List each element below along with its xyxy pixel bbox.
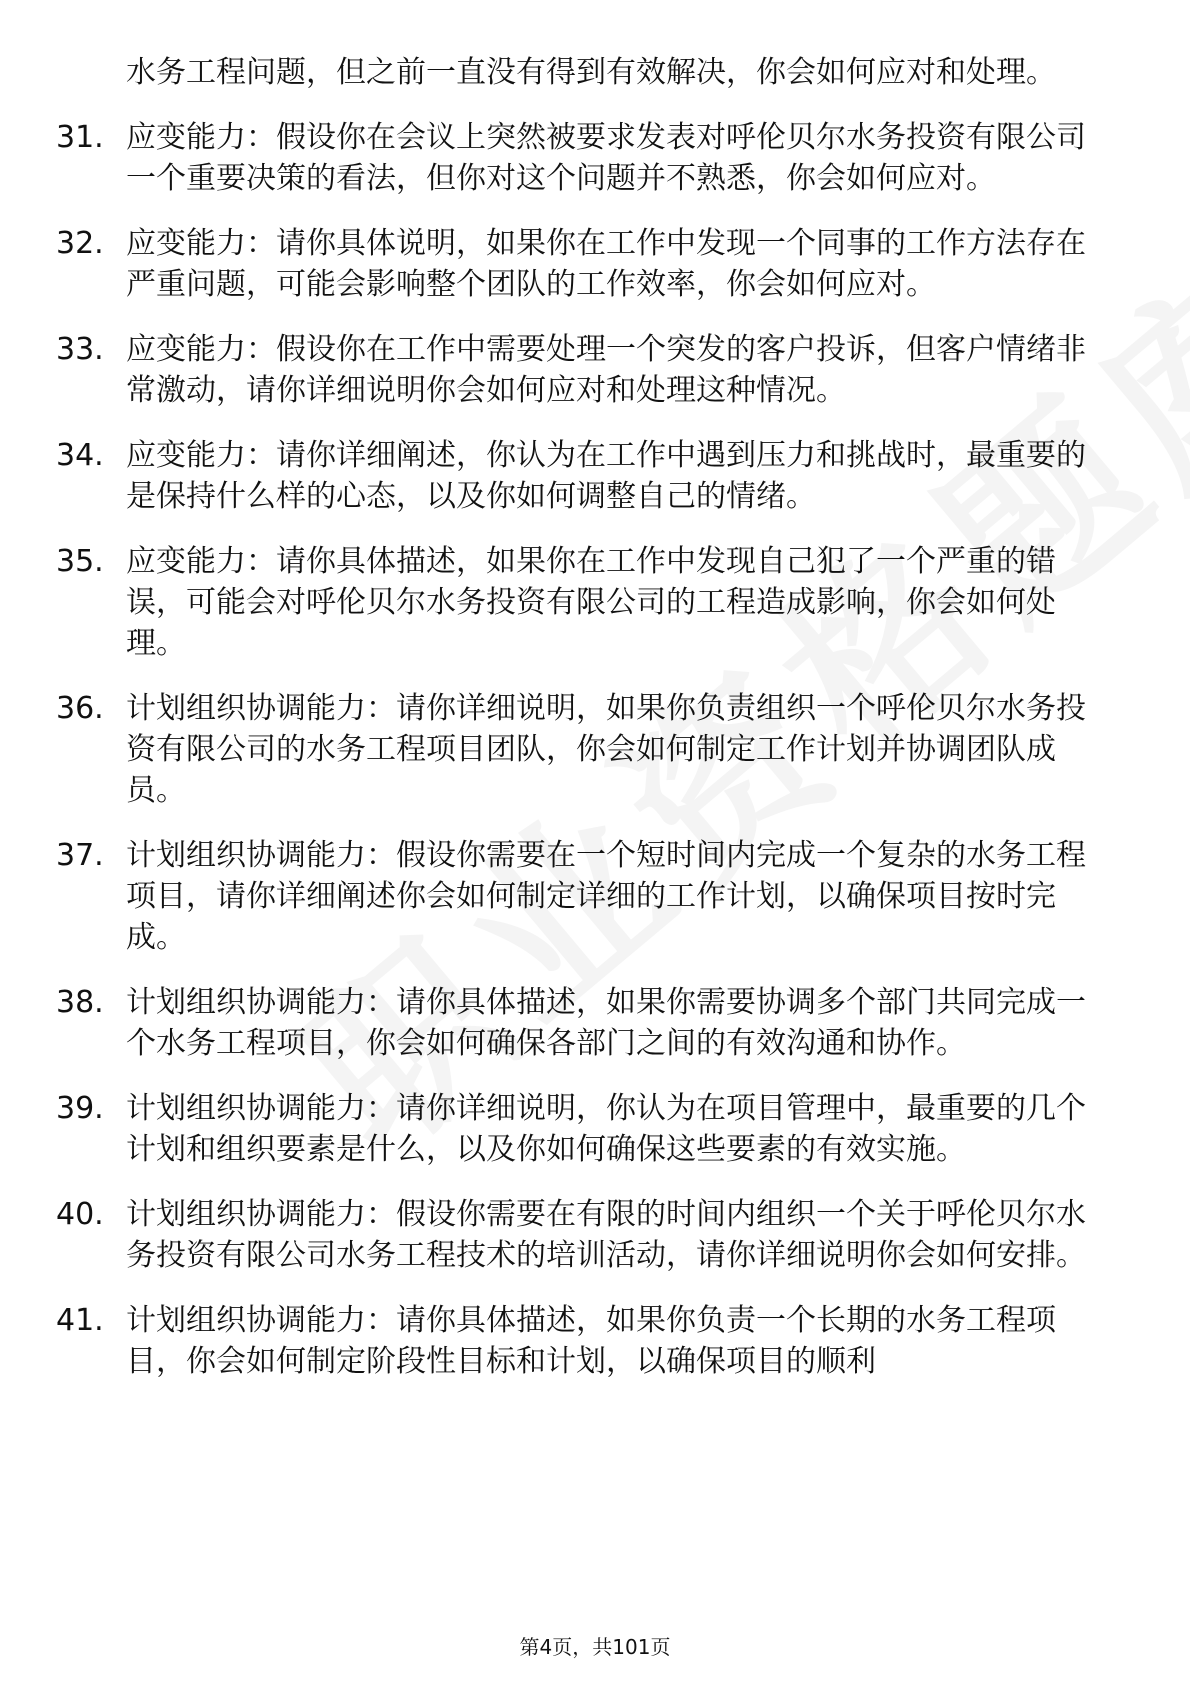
question-text: 应变能力：假设你在会议上突然被要求发表对呼伦贝尔水务投资有限公司一个重要决策的看法，但你对这个问题并不熟悉，你会如何应对。 <box>126 120 1086 196</box>
question-text: 计划组织协调能力：请你详细说明，如果你负责组织一个呼伦贝尔水务投资有限公司的水务工程项目团队，你会如何制定工作计划并协调团队成员。 <box>126 691 1086 808</box>
question-number: 38. <box>56 985 104 1020</box>
page-footer: 第4页，共101页 <box>519 1635 671 1659</box>
list-item <box>0 1088 1106 1170</box>
question-text: 计划组织协调能力：假设你需要在一个短时间内完成一个复杂的水务工程项目，请你详细阐述你会如何制定详细的工作计划，以确保项目按时完成。 <box>126 838 1086 955</box>
question-text: 计划组织协调能力：请你详细说明，你认为在项目管理中，最重要的几个计划和组织要素是什么，以及你如何确保这些要素的有效实施。 <box>126 1091 1086 1167</box>
question-number: 37. <box>56 838 104 873</box>
question-content <box>0 52 1190 1382</box>
question-number: 40. <box>56 1197 104 1232</box>
list-item <box>0 117 1106 199</box>
continuation-paragraph: 水务工程问题，但之前一直没有得到有效解决，你会如何应对和处理。 <box>126 55 1056 90</box>
list-item <box>0 541 1106 664</box>
question-text: 计划组织协调能力：假设你需要在有限的时间内组织一个关于呼伦贝尔水务投资有限公司水务工程技术的培训活动，请你详细说明你会如何安排。 <box>126 1197 1086 1273</box>
list-item <box>0 1194 1106 1276</box>
question-text: 计划组织协调能力：请你具体描述，如果你需要协调多个部门共同完成一个水务工程项目，你会如何确保各部门之间的有效沟通和协作。 <box>126 985 1086 1061</box>
question-text: 应变能力：请你详细阐述，你认为在工作中遇到压力和挑战时，最重要的是保持什么样的心态，以及你如何调整自己的情绪。 <box>126 438 1086 514</box>
question-text: 应变能力：请你具体描述，如果你在工作中发现自己犯了一个严重的错误，可能会对呼伦贝尔水务投资有限公司的工程造成影响，你会如何处理。 <box>126 544 1056 661</box>
list-item <box>0 1300 1106 1382</box>
question-list <box>0 117 1190 1382</box>
question-number: 36. <box>56 691 104 726</box>
question-number: 41. <box>56 1303 104 1338</box>
question-text: 应变能力：假设你在工作中需要处理一个突发的客户投诉，但客户情绪非常激动，请你详细说明你会如何应对和处理这种情况。 <box>126 332 1086 408</box>
list-item <box>0 329 1106 411</box>
question-number: 39. <box>56 1091 104 1126</box>
list-item <box>0 688 1106 811</box>
list-item <box>0 223 1106 305</box>
list-item <box>0 435 1106 517</box>
question-number: 34. <box>56 438 104 473</box>
question-number: 33. <box>56 332 104 367</box>
question-text: 计划组织协调能力：请你具体描述，如果你负责一个长期的水务工程项目，你会如何制定阶段性目标和计划，以确保项目的顺利 <box>126 1303 1056 1379</box>
list-item <box>0 835 1106 958</box>
question-number: 31. <box>56 120 104 155</box>
question-number: 35. <box>56 544 104 579</box>
list-item <box>0 982 1106 1064</box>
question-number: 32. <box>56 226 104 261</box>
question-text: 应变能力：请你具体说明，如果你在工作中发现一个同事的工作方法存在严重问题，可能会影响整个团队的工作效率，你会如何应对。 <box>126 226 1086 302</box>
